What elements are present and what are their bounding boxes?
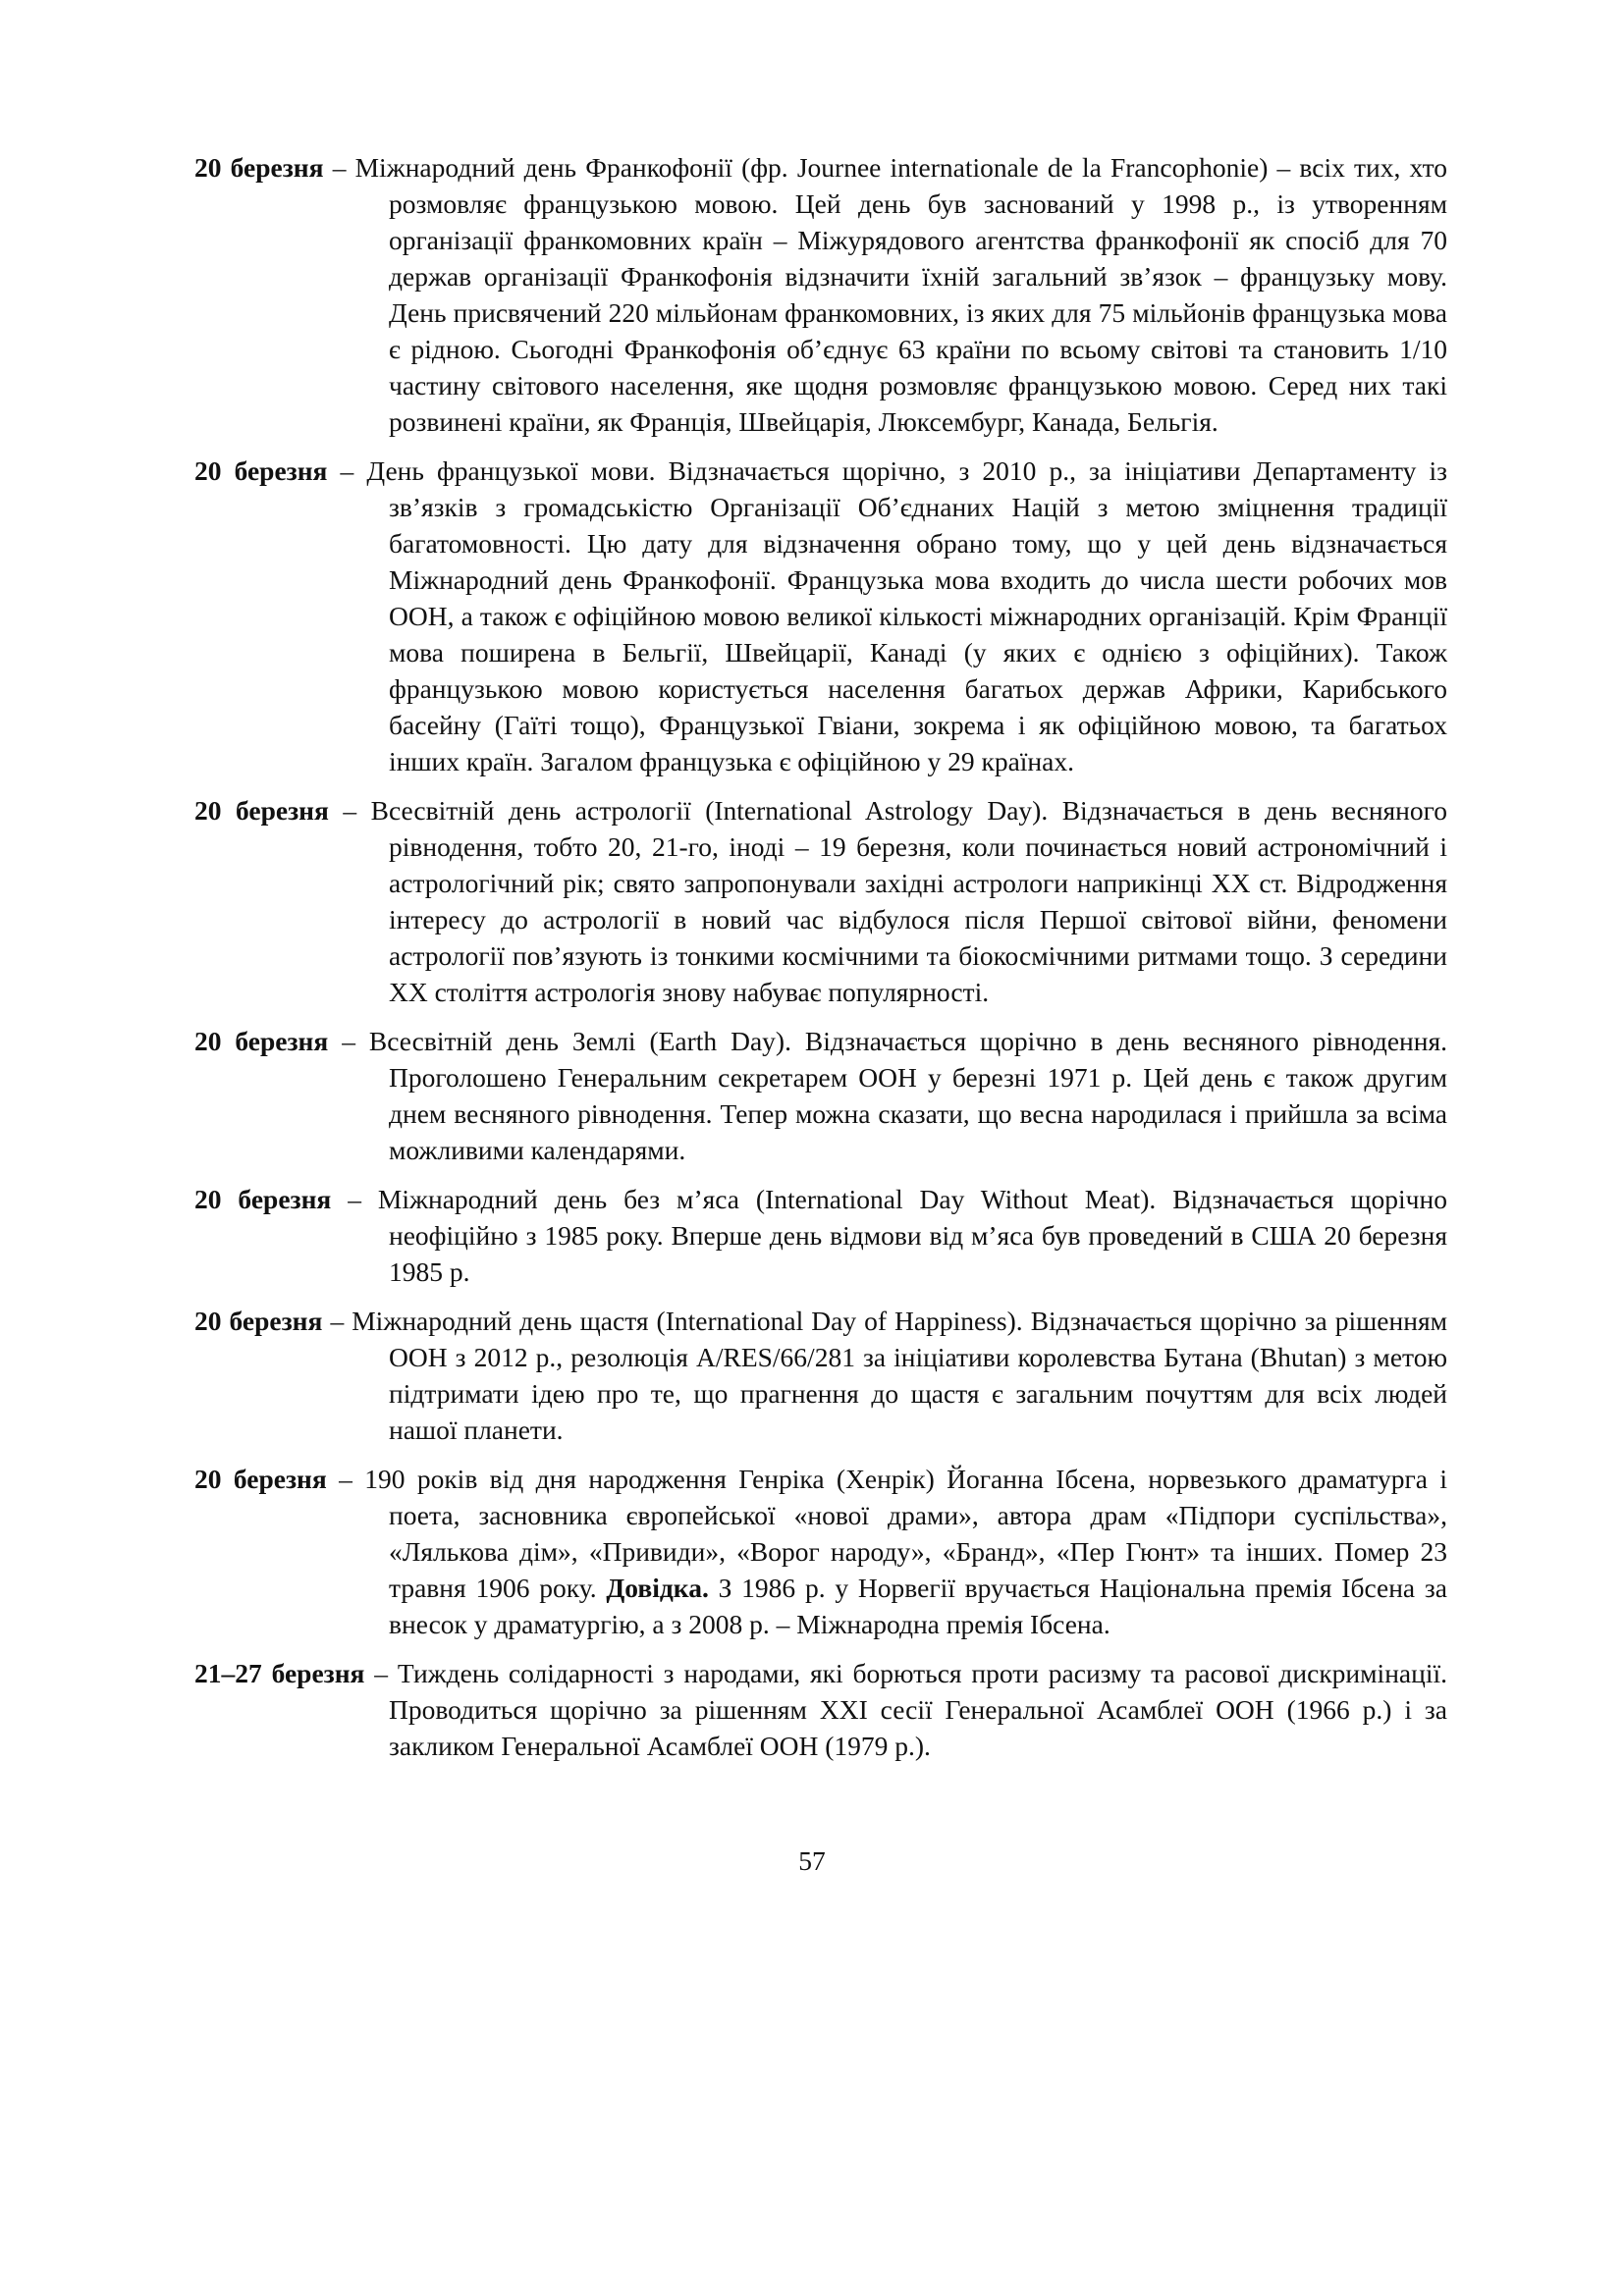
document-page xyxy=(194,149,1447,1777)
entry-text: – Всесвітній день Землі (Earth Day). Відзначається щорічно в день весняного рівнодення. Проголошено Генеральним секретарем ООН у березні 1971 р. Цей день є також другим днем весняного рівнодення. Тепер можна сказати, що весна народилася і прийшла за всіма можливими календарями. xyxy=(328,1026,1447,1165)
entry-date: 20 березня xyxy=(194,1464,327,1494)
calendar-entry-earth-day xyxy=(194,1023,1447,1168)
calendar-entry-francophonie xyxy=(194,149,1447,440)
note-label: Довідка. xyxy=(606,1573,709,1603)
calendar-entry-astrology-day xyxy=(194,792,1447,1010)
entry-text: – День французької мови. Відзначається щорічно, з 2010 р., за ініціативи Департаменту із зв’язків з громадськістю Організації Об’єднаних Націй з метою зміцнення традиції багатомовності. Цю дату для відзначення обрано тому, що у цей день відзначається Міжнародний день Франкофонії. Французька мова входить до числа шести робочих мов ООН, а також є офіційною мовою великої кількості міжнародних організацій. Крім Франції мова поширена в Бельгії, Швейцарії, Канаді (у яких є однією з офіційних). Також французькою мовою користується населення багатьох держав Африки, Карибського басейну (Гаїті тощо), Французької Гвіани, зокрема і як офіційною мовою, та багатьох інших країн. Загалом французька є офіційною у 29 країнах. xyxy=(327,455,1447,776)
entry-text: – Міжнародний день щастя (International Day of Happiness). Відзначається щорічно за рішенням ООН з 2012 р., резолюція A/RES/66/281 за ініціативи королевства Бутана (Bhutan) з метою підтримати ідею про те, що прагнення до щастя є загальним почуттям для всіх людей нашої планети. xyxy=(322,1306,1447,1445)
calendar-entry-ibsen-anniversary xyxy=(194,1461,1447,1642)
page-number: 57 xyxy=(798,1845,826,1876)
entry-text: – Міжнародний день Франкофонії (фр. Journee internationale de la Francophonie) – всіх тих, хто розмовляє французькою мовою. Цей день був заснований у 1998 р., із утворенням організації франкомовних країн – Міжурядового агентства франкофонії як спосіб для 70 держав організації Франкофонія відзначити їхній загальний зв’язок – французьку мову. День присвячений 220 мільйонам франкомовних, із яких для 75 мільйонів французька мова є рідною. Сьогодні Франкофонія об’єднує 63 країни по всьому світові та становить 1/10 частину світового населення, яке щодня розмовляє французькою мовою. Серед них такі розвинені країни, як Франція, Швейцарія, Люксембург, Канада, Бельгія. xyxy=(323,152,1447,437)
calendar-entry-happiness-day xyxy=(194,1303,1447,1448)
entry-date: 20 березня xyxy=(194,1026,329,1056)
calendar-entry-day-without-meat xyxy=(194,1181,1447,1290)
entry-date: 20 березня xyxy=(194,1184,332,1214)
calendar-entry-french-language-day xyxy=(194,453,1447,779)
entry-date: 20 березня xyxy=(194,1306,323,1336)
entry-text: – Тиждень солідарності з народами, які борються проти расизму та расової дискримінації. Проводиться щорічно за рішенням XXI сесії Генеральної Асамблеї ООН (1966 р.) і за закликом Генеральної Асамблеї ООН (1979 р.). xyxy=(364,1658,1447,1761)
entry-text: – 190 років від дня народження Генріка (Хенрік) Йоганна Ібсена, норвезького драматурга і поета, засновника європейської «нової драми», автора драм «Підпори суспільства», «Лялькова дім», «Привиди», «Ворог народу», «Бранд», «Пер Гюнт» та інших. Помер 23 травня 1906 року. xyxy=(326,1464,1447,1603)
entry-date: 20 березня xyxy=(194,795,329,826)
note-text: З 1986 р. у Норвегії вручається Національна премія Ібсена за внесок у драматургію, а з 2008 р. – Міжнародна премія Ібсена. xyxy=(389,1573,1447,1639)
entry-date: 20 березня xyxy=(194,152,324,183)
entry-text: – Всесвітній день астрології (International Astrology Day). Відзначається в день весняного рівнодення, тобто 20, 21-го, іноді – 19 березня, коли починається новий астрономічний і астрологічний рік; свято запропонували західні астрологи наприкінці XX ст. Відродження інтересу до астрології в новий час відбулося після Першої світової війни, феномени астрології пов’язують із тонкими космічними та біокосмічними ритмами тощо. З середини XX століття астрологія знову набуває популярності. xyxy=(328,795,1447,1007)
entry-date: 21–27 березня xyxy=(194,1658,365,1688)
calendar-entry-anti-racism-week xyxy=(194,1655,1447,1764)
entry-date: 20 березня xyxy=(194,455,328,486)
entry-text: – Міжнародний день без м’яса (International Day Without Meat). Відзначається щорічно неофіційно з 1985 року. Вперше день відмови від м’яса був проведений в США 20 березня 1985 р. xyxy=(331,1184,1447,1287)
